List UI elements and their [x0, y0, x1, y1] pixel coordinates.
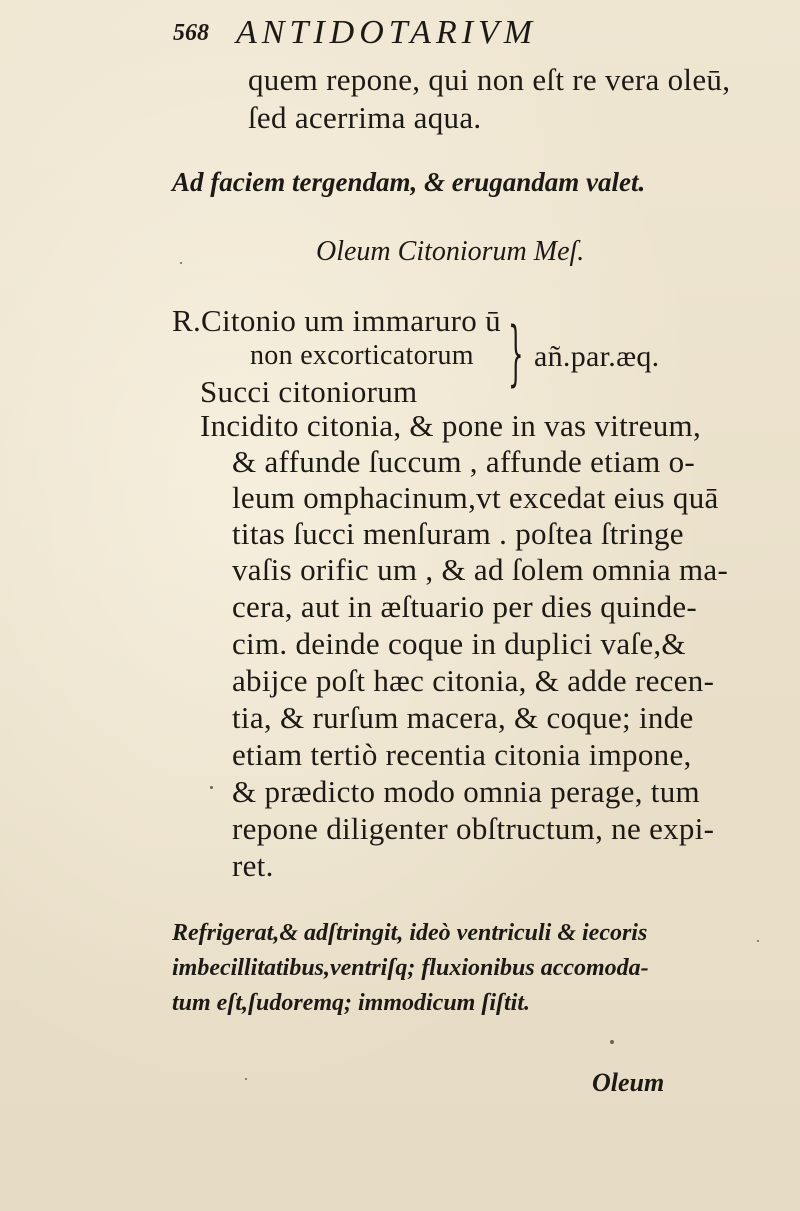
paper-speck	[610, 1040, 614, 1044]
instruction-line: Incidito citonia, & pone in vas vitreum,	[200, 408, 702, 443]
instruction-line: titas ſucci menſuram . poſtea ſtringe	[232, 516, 684, 551]
ingredient-line: R.Citonio um immaruro ū	[172, 303, 501, 338]
instruction-line: repone diligenter obſtructum, ne expi-	[232, 811, 715, 846]
virtue-line: tum eſt,ſudoremq; immodicum ſiſtit.	[172, 990, 530, 1016]
ingredient-line: Succi citoniorum	[200, 374, 418, 409]
instruction-line: tia, & rurſum macera, & coque; inde	[232, 700, 694, 735]
virtue-line: imbecillitatibus,ventriſq; fluxionibus accomoda-	[172, 955, 649, 981]
ingredient-line: non excorticatorum	[250, 340, 474, 371]
section-heading: Ad faciem tergendam, & erugandam valet.	[172, 167, 646, 197]
instruction-line: ret.	[232, 848, 274, 883]
instruction-line: cera, aut in æſtuario per dies quinde-	[232, 589, 698, 624]
page-number: 568	[173, 20, 209, 46]
intro-line: ſed acerrima aqua.	[248, 100, 482, 135]
paper-speck	[757, 940, 759, 942]
instruction-line: etiam tertiò recentia citonia impone,	[232, 737, 692, 772]
instruction-line: & affunde ſuccum , affunde etiam o-	[232, 444, 695, 479]
dose-note: añ.par.æq.	[534, 340, 660, 373]
instruction-line: & prædicto modo omnia perage, tum	[232, 774, 700, 809]
instruction-line: vaſis orific um , & ad ſolem omnia ma-	[232, 552, 729, 587]
instruction-line: abijce poſt hæc citonia, & adde recen-	[232, 663, 715, 698]
recipe-title: Oleum Citoniorum Meſ.	[316, 236, 585, 267]
paper-speck	[180, 262, 182, 264]
intro-line: quem repone, qui non eſt re vera oleū,	[248, 62, 731, 97]
paper-speck	[210, 786, 213, 789]
catchword: Oleum	[592, 1068, 665, 1097]
instruction-line: leum omphacinum,vt excedat eius quā	[232, 480, 719, 515]
ingredient-brace: }	[508, 312, 524, 394]
running-title: ANTIDOTARIVM	[236, 14, 538, 51]
paper-speck	[245, 1078, 247, 1080]
instruction-line: cim. deinde coque in duplici vaſe,&	[232, 626, 686, 661]
virtue-line: Refrigerat,& adſtringit, ideò ventriculi & iecoris	[172, 920, 648, 946]
